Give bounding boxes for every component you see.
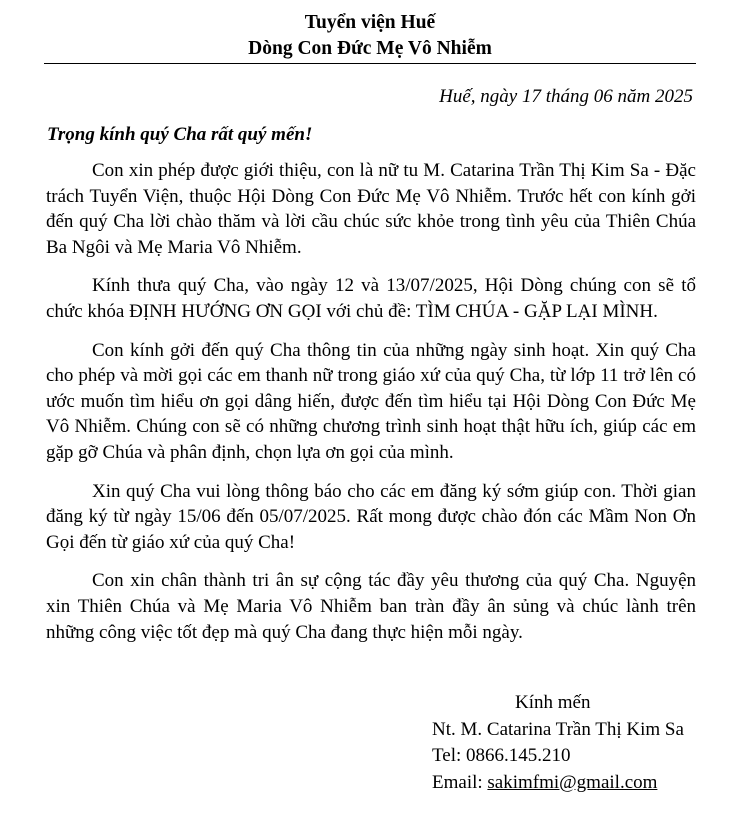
paragraph-invitation: Con kính gởi đến quý Cha thông tin của những ngày sinh hoạt. Xin quý Cha cho phép và mời gọi các em thanh nữ trong giáo xứ của quý Cha, từ lớp 11 trở lên có ước muốn tìm hiểu ơn gọi dâng hiến, được đến tìm hiểu tại Hội Dòng Con Đức Mẹ Vô Nhiễm. Chúng con sẽ có những chương trình sinh hoạt thật hữu ích, giúp các em gặp gỡ Chúa và phân định, chọn lựa ơn gọi của mình. [46, 339, 696, 463]
email-link[interactable]: sakimfmi@gmail.com [487, 771, 658, 793]
letterhead-institution: Tuyển viện Huế [304, 12, 436, 33]
paragraph-thanks: Con xin chân thành tri ân sự cộng tác đầy yêu thương của quý Cha. Nguyện xin Thiên Chúa và Mẹ Maria Vô Nhiễm ban tràn đầy ân sủng và chúc lành trên những công việc tốt đẹp mà quý Cha đang thực hiện mỗi ngày. [46, 570, 696, 643]
signer-name: Nt. M. Catarina Trần Thị Kim Sa [432, 718, 684, 740]
phone-number: 0866.145.210 [466, 745, 571, 766]
letterhead [0, 10, 740, 62]
phone-label: Tel: [432, 745, 467, 766]
paragraph-event-announcement: Kính thưa quý Cha, vào ngày 12 và 13/07/2025, Hội Dòng chúng con sẽ tổ chức khóa ĐỊNH HƯỚNG ƠN GỌI với chủ đề: TÌM CHÚA - GẶP LẠI MÌNH. [46, 275, 696, 322]
paragraph-registration: Xin quý Cha vui lòng thông báo cho các em đăng ký sớm giúp con. Thời gian đăng ký từ ngày 15/06 đến 05/07/2025. Rất mong được chào đón các Mầm Non Ơn Gọi đến từ giáo xứ của quý Cha! [46, 480, 696, 553]
paragraph-introduction: Con xin phép được giới thiệu, con là nữ tu M. Catarina Trần Thị Kim Sa - Đặc trách Tuyển Viện, thuộc Hội Dòng Con Đức Mẹ Vô Nhiễm. Trước hết con kính gởi đến quý Cha lời chào thăm và lời cầu chúc sức khỏe trong tình yêu của Thiên Chúa Ba Ngôi và Mẹ Maria Vô Nhiễm. [46, 160, 696, 258]
email-line [432, 770, 684, 797]
closing-phrase: Kính mến [515, 692, 591, 713]
signature-block [432, 690, 684, 796]
salutation: Trọng kính quý Cha rất quý mến! [47, 124, 313, 145]
header-divider [44, 63, 696, 64]
phone-line [432, 743, 684, 770]
letter-date: Huế, ngày 17 tháng 06 năm 2025 [439, 86, 693, 107]
letter-body [46, 158, 696, 658]
letterhead-congregation: Dòng Con Đức Mẹ Vô Nhiễm [248, 38, 492, 59]
email-label: Email: [432, 771, 488, 793]
